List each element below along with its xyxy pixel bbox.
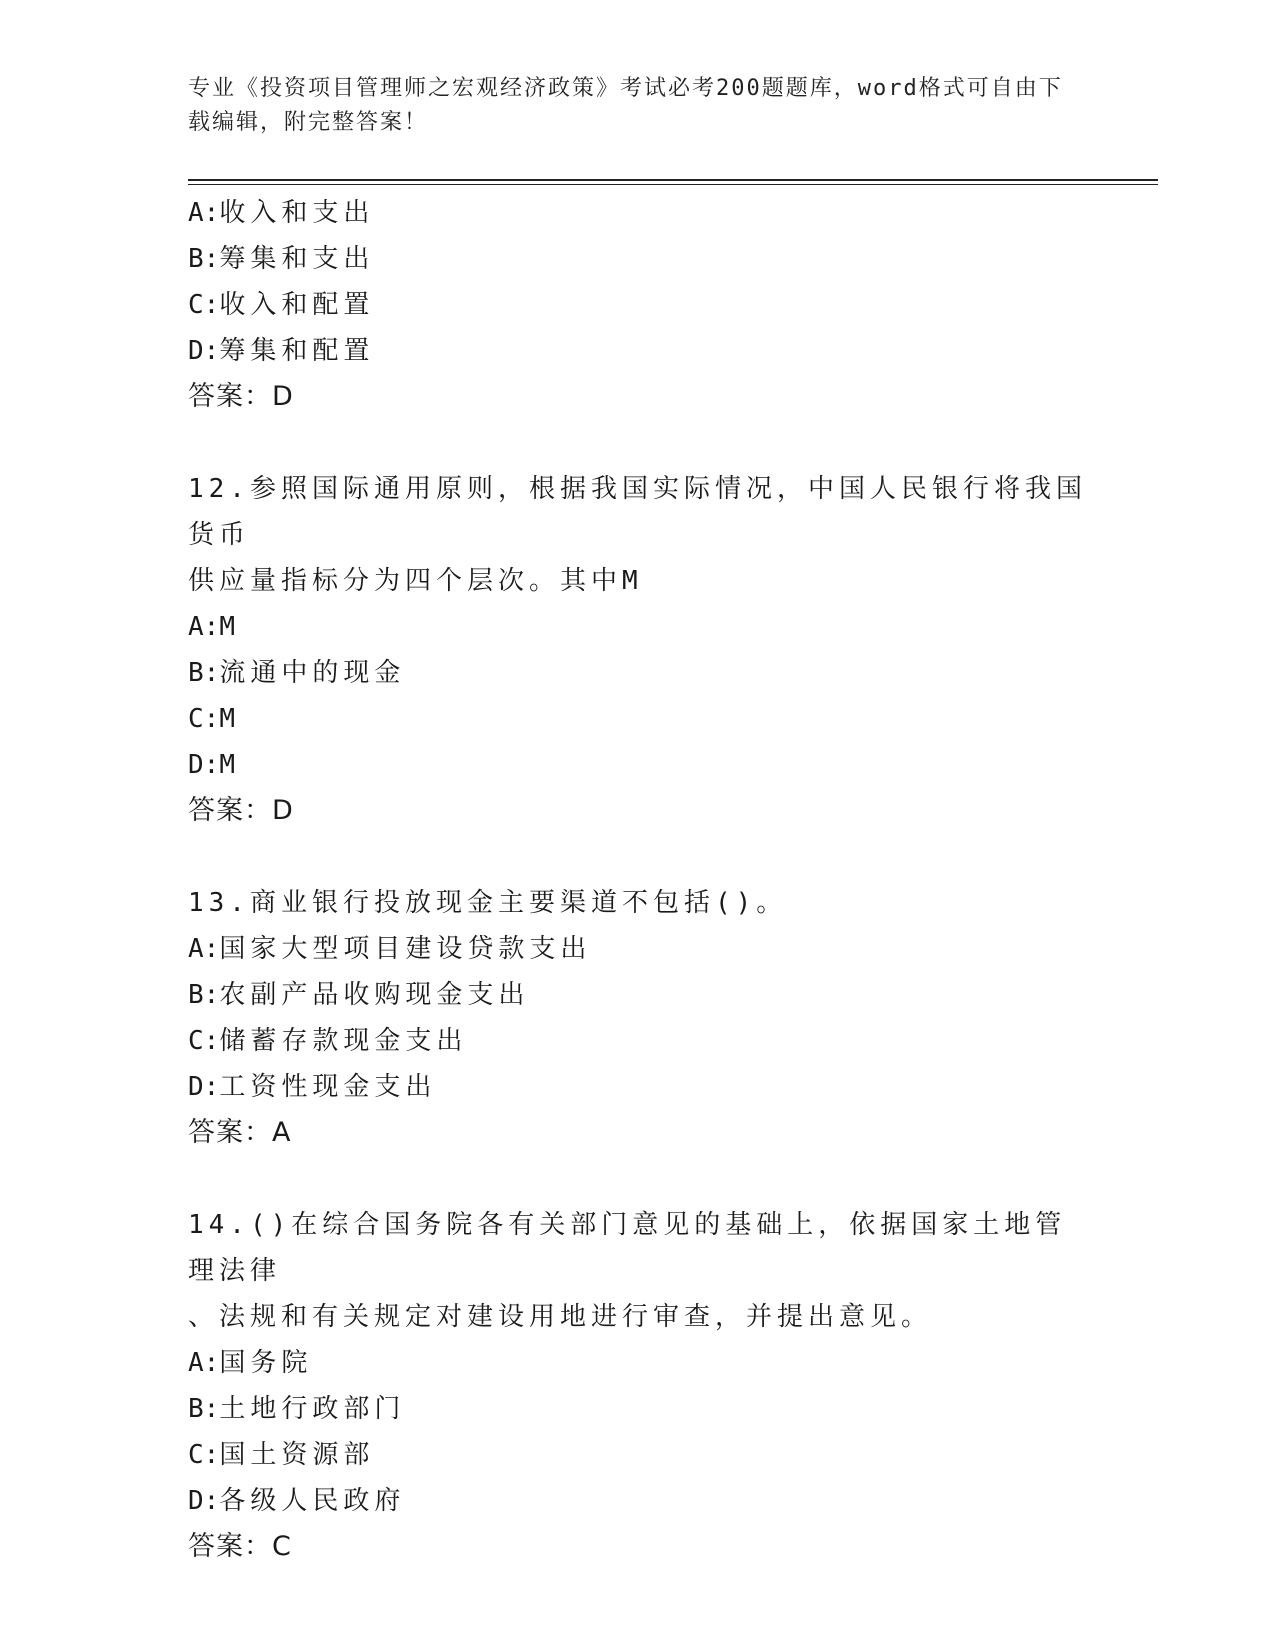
header-rule-thin — [188, 184, 1158, 185]
option-c: C:收入和配置 — [188, 290, 375, 320]
option-a: A:国家大型项目建设贷款支出 — [188, 934, 592, 964]
answer-line: 答案：D — [188, 795, 294, 826]
answer-line: 答案：D — [188, 381, 294, 412]
option-a: A:国务院 — [188, 1348, 313, 1378]
question-text-line1: 13.商业银行投放现金主要渠道不包括()。 — [188, 888, 788, 918]
question-block-13 — [188, 880, 1088, 1156]
question-text-line1: 12.参照国际通用原则，根据我国实际情况，中国人民银行将我国货币 — [188, 474, 1087, 550]
question-block-12 — [188, 466, 1088, 834]
answer-line: 答案：C — [188, 1531, 292, 1562]
question-text-line1: 14.()在综合国务院各有关部门意见的基础上，依据国家土地管理法律 — [188, 1210, 1067, 1286]
option-b: B:筹集和支出 — [188, 244, 375, 274]
option-c: C:M — [188, 704, 240, 734]
option-d: D:各级人民政府 — [188, 1486, 406, 1516]
option-d: D:工资性现金支出 — [188, 1072, 437, 1102]
question-text-line2: 、法规和有关规定对建设用地进行审查，并提出意见。 — [188, 1302, 933, 1332]
option-c: C:储蓄存款现金支出 — [188, 1026, 468, 1056]
option-b: B:土地行政部门 — [188, 1394, 406, 1424]
question-text-line2: 供应量指标分为四个层次。其中M — [188, 566, 643, 596]
question-block-14 — [188, 1202, 1088, 1570]
option-d: D:筹集和配置 — [188, 336, 375, 366]
option-d: D:M — [188, 750, 240, 780]
document-header: 专业《投资项目管理师之宏观经济政策》考试必考200题题库，word格式可自由下载编辑，附完整答案！ — [188, 76, 1063, 135]
question-list — [188, 190, 1088, 1616]
option-b: B:农副产品收购现金支出 — [188, 980, 530, 1010]
option-c: C:国土资源部 — [188, 1440, 375, 1470]
option-a: A:M — [188, 612, 240, 642]
answer-line: 答案：A — [188, 1117, 292, 1148]
option-a: A:收入和支出 — [188, 198, 375, 228]
header-rule-thick — [188, 179, 1158, 181]
option-b: B:流通中的现金 — [188, 658, 406, 688]
question-block-11 — [188, 190, 1088, 420]
